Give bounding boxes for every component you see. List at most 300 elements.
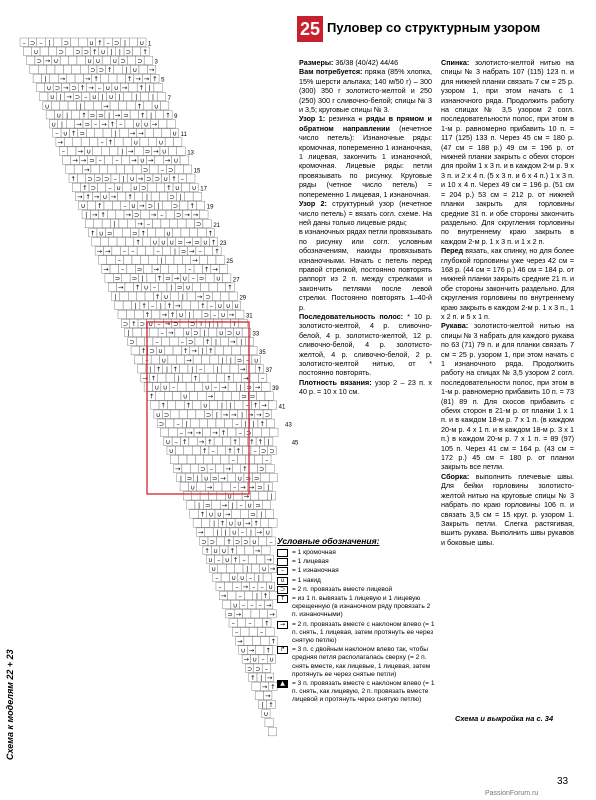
chart-cell — [97, 183, 105, 191]
chart-cell — [108, 165, 116, 173]
chart-cell-symbol: ↑ — [70, 174, 76, 183]
chart-cell-symbol: ⊃ — [177, 238, 183, 247]
chart-cell-symbol: ⊃ — [136, 265, 143, 274]
chart-cell — [180, 201, 188, 209]
chart-cell-symbol: | — [101, 93, 104, 102]
chart-cell — [204, 247, 212, 255]
chart-cell — [160, 102, 168, 110]
chart-cell — [212, 501, 220, 509]
chart-cell-symbol: ⊃ — [113, 38, 120, 47]
chart-cell-symbol: – — [269, 537, 273, 546]
chart-cell — [81, 138, 89, 146]
chart-cell-symbol: | — [220, 401, 224, 410]
chart-cell — [139, 65, 147, 73]
chart-grid — [0, 0, 300, 765]
chart-cell-symbol: ⊃ — [75, 47, 81, 56]
chart-cell-symbol: – — [238, 592, 242, 601]
chart-cell-symbol: ↑ — [144, 310, 151, 319]
col1-paragraph: Узор 1: резинка « ряды в прямом и обратном направлении (нечетное число петель): Изнаночные ряды: кромочная, попеременно 1 изнаночная, 1 лицевая, закончить 1 изнаночной, кромочная. Лицевые ряды: петли провязывать по рисунку. Круговые ряды (четное число петель) = попеременно 1 лицевая, 1 изнаночная. — [299, 114, 432, 199]
chart-cell — [206, 274, 214, 282]
chart-cell-symbol: → — [206, 483, 213, 492]
chart-cell — [262, 546, 270, 554]
chart-cell — [256, 646, 264, 654]
chart-cell-symbol: ∪ — [213, 546, 218, 555]
chart-cell — [185, 192, 193, 200]
chart-cell-symbol: → — [230, 338, 236, 347]
chart-cell-symbol: → — [221, 383, 227, 392]
chart-cell — [194, 310, 202, 318]
chart-cell — [108, 283, 116, 291]
chart-cell-symbol: ⊃ — [173, 320, 179, 329]
chart-cell — [123, 183, 131, 191]
chart-cell-symbol: ↑ — [171, 174, 177, 183]
chart-cell-symbol: ⊃ — [140, 183, 147, 192]
chart-cell — [149, 256, 157, 264]
chart-cell-symbol: | — [270, 492, 273, 501]
chart-cell-symbol: → — [91, 211, 98, 220]
chart-cell-symbol: ⊃ — [120, 56, 126, 65]
chart-cell — [157, 92, 165, 100]
chart-cell-symbol: ∪ — [174, 183, 180, 192]
chart-cell — [193, 356, 201, 364]
chart-cell-symbol: ⊃ — [83, 47, 89, 56]
chart-cell-symbol: – — [258, 601, 262, 610]
chart-cell — [156, 392, 164, 400]
chart-cell-symbol: ↑ — [226, 374, 232, 383]
legend-item — [277, 577, 437, 585]
chart-cell-symbol: → — [256, 528, 263, 537]
legend-text: = 3 п. провязать вместе с наклоном влево (= 1 п. снять, как лицевую, 2 п. провязать вместе лицевой и протянуть через снятую петлю) — [292, 680, 435, 704]
chart-cell — [167, 401, 175, 409]
chart-cell-symbol: ∪ — [131, 202, 136, 211]
chart-cell-symbol: ∪ — [178, 310, 184, 319]
chart-cell-symbol: ↑ — [148, 392, 155, 401]
chart-cell — [141, 210, 149, 218]
chart-cell-symbol: ↑ — [126, 75, 133, 84]
chart-cell-symbol: ⊃ — [146, 174, 152, 183]
chart-cell-symbol: → — [247, 410, 254, 419]
chart-cell-symbol: ↑ — [203, 265, 210, 274]
chart-cell — [177, 265, 185, 273]
chart-cell-symbol: | — [188, 310, 191, 319]
chart-cell-symbol: – — [121, 265, 125, 274]
chart-cell — [141, 328, 149, 336]
chart-cell — [126, 310, 134, 318]
chart-cell — [151, 401, 159, 409]
chart-cell-symbol: – — [191, 274, 195, 283]
chart-cell — [98, 256, 106, 264]
chart-cell — [208, 419, 216, 427]
chart-cell — [166, 374, 174, 382]
chart-cell-symbol: ↑ — [210, 238, 217, 247]
chart-cell — [193, 519, 201, 527]
chart-cell-symbol: ↑ — [204, 338, 211, 347]
chart-cell — [75, 74, 83, 82]
chart-cell — [265, 718, 273, 726]
chart-cell-symbol: – — [84, 93, 88, 102]
chart-cell-symbol: | — [134, 301, 137, 310]
chart-cell-symbol: → — [261, 401, 267, 410]
chart-cell — [200, 492, 208, 500]
chart-cell-symbol: ↑ — [226, 537, 232, 546]
chart-cell-symbol: ∪ — [152, 238, 158, 247]
chart-cell — [173, 346, 181, 354]
chart-cell-symbol: ↑ — [131, 320, 137, 329]
chart-cell-symbol: ∪ — [33, 47, 39, 56]
chart-cell-symbol: – — [241, 601, 246, 610]
chart-cell — [235, 401, 243, 409]
chart-cell-symbol: → — [96, 247, 103, 256]
chart-cell-symbol: – — [245, 401, 249, 410]
chart-cell — [162, 247, 170, 255]
chart-cell-symbol: ∪ — [113, 84, 119, 93]
chart-cell-symbol: → — [207, 392, 214, 401]
chart-cell-symbol: | — [145, 193, 149, 202]
chart-cell-symbol: ↑ — [154, 292, 161, 301]
chart-cell-symbol: ⊃ — [193, 329, 199, 338]
chart-cell-symbol: ↑ — [270, 682, 276, 691]
chart-cell — [254, 619, 262, 627]
chart-cell-symbol: ⊃ — [234, 537, 241, 546]
chart-cell — [85, 102, 93, 110]
chart-cell — [232, 464, 240, 472]
chart-cell — [248, 555, 256, 563]
legend-item — [277, 558, 437, 566]
chart-cell — [147, 274, 155, 282]
chart-cell — [215, 392, 223, 400]
chart-cell-symbol: – — [39, 38, 43, 47]
chart-cell — [205, 528, 213, 536]
chart-cell — [268, 401, 276, 409]
chart-cell-symbol: ↑ — [229, 546, 236, 555]
chart-cell-symbol: ∪ — [160, 238, 166, 247]
chart-cell-symbol: ⊃ — [205, 292, 211, 301]
chart-cell — [254, 455, 262, 463]
chart-cell — [262, 383, 270, 391]
chart-cell-symbol: ∪ — [211, 564, 217, 573]
chart-cell-symbol: ∪ — [46, 84, 52, 93]
chart-cell-symbol: – — [213, 383, 218, 392]
chart-cell-symbol: ↑ — [91, 47, 98, 56]
chart-cell-symbol: ∪ — [227, 492, 232, 501]
chart-cell — [178, 383, 186, 391]
chart-cell — [182, 256, 190, 264]
chart-cell-symbol: → — [135, 75, 141, 84]
chart-cell — [250, 374, 258, 382]
chart-cell-symbol: ∪ — [163, 292, 169, 301]
chart-cell — [138, 365, 146, 373]
chart-cell-symbol: ↑ — [127, 193, 133, 202]
chart-cell-symbol: ∪ — [166, 229, 171, 238]
chart-cell-symbol: ↑ — [138, 84, 145, 93]
chart-cell — [222, 365, 230, 373]
chart-cell-symbol: ↑ — [264, 619, 270, 628]
chart-cell — [160, 192, 168, 200]
chart-cell — [36, 83, 44, 91]
chart-cell — [234, 492, 242, 500]
chart-cell — [118, 192, 126, 200]
chart-cell-symbol: → — [150, 211, 157, 220]
chart-cell-symbol: → — [197, 528, 204, 537]
chart-cell — [179, 455, 187, 463]
chart-cell — [180, 483, 188, 491]
chart-cell-symbol: | — [252, 419, 255, 428]
chart-cell — [164, 392, 172, 400]
chart-cell — [218, 564, 226, 572]
chart-cell-symbol: → — [243, 492, 250, 501]
chart-cell — [266, 419, 274, 427]
chart-cell — [257, 392, 265, 400]
chart-row-number: 37 — [265, 367, 273, 374]
chart-cell — [40, 47, 48, 55]
chart-cell-symbol: – — [55, 129, 59, 138]
chart-cell — [117, 74, 125, 82]
chart-cell-symbol: ↑ — [152, 75, 158, 84]
chart-cell — [169, 428, 177, 436]
chart-cell — [173, 392, 181, 400]
chart-cell-symbol: → — [127, 147, 134, 156]
chart-cell-symbol: ∪ — [100, 47, 106, 56]
chart-cell-symbol: – — [93, 120, 98, 129]
chart-cell-symbol: ⊃ — [125, 47, 131, 56]
legend-text: = 3 п. с двойным наклоном влево так, чтобы средняя петля располагалась сверху (= 2 п. снять вместе, как лицевые, 1 лицевая, затем протянуть ее через снятые петли) — [292, 646, 431, 678]
chart-cell — [107, 210, 115, 218]
chart-cell-symbol: → — [147, 156, 154, 165]
chart-cell-symbol: ∪ — [202, 238, 208, 247]
chart-cell — [121, 156, 129, 164]
chart-cell-symbol: ∪ — [56, 111, 62, 120]
chart-cell-symbol: ∪ — [165, 437, 171, 446]
chart-cell — [145, 337, 153, 345]
chart-cell — [33, 74, 41, 82]
chart-cell-symbol: – — [248, 574, 253, 583]
chart-cell-symbol: ↑ — [142, 47, 148, 56]
chart-cell — [221, 292, 229, 300]
chart-cell — [266, 628, 274, 636]
chart-cell-symbol: | — [215, 410, 219, 419]
col1-paragraph: в изнаночных рядах петли провязывать по рисунку или согл. условным обозначениям, накиды провязывать изнаночными. Начать с петель перед правой стрелкой, постоянно повторять раппорт из 2 п. между стрелками и закончить петлями после левой стрелки. Постоянно повторять 1–40-й р. — [299, 227, 432, 312]
chart-cell-symbol: – — [174, 437, 178, 446]
chart-cell-symbol: ∪ — [161, 356, 167, 365]
chart-cell — [183, 492, 191, 500]
chart-cell-symbol: ↑ — [207, 229, 214, 238]
chart-cell-symbol: → — [137, 220, 143, 229]
legend-symbol-icon: ▲ — [277, 680, 288, 688]
col1-paragraph: Узор 2: структурный узор (нечетное число петель) = вязать согл. схеме. На ней даны только лицевые ряды; — [299, 199, 432, 227]
chart-row-number: 27 — [232, 277, 240, 284]
chart-cell-symbol: ↑ — [172, 365, 179, 374]
chart-cell — [182, 464, 190, 472]
chart-cell-symbol: ∪ — [62, 129, 68, 138]
chart-cell — [241, 628, 249, 636]
chart-cell-symbol: ↑ — [189, 202, 195, 211]
chart-cell-symbol: ∪ — [224, 555, 230, 564]
chart-cell-symbol: – — [234, 628, 239, 637]
chart-cell-symbol: → — [153, 265, 159, 274]
chart-cell-symbol: | — [122, 174, 125, 183]
chart-cell-symbol: ⊃ — [257, 483, 263, 492]
chart-cell — [104, 201, 112, 209]
chart-cell-symbol: ∪ — [98, 229, 104, 238]
chart-cell — [190, 510, 198, 518]
chart-cell-symbol: | — [241, 410, 244, 419]
chart-cell-symbol: ∪ — [91, 93, 97, 102]
chart-cell-symbol: | — [125, 66, 128, 75]
chart-cell — [173, 229, 181, 237]
chart-cell-symbol: → — [138, 129, 144, 138]
chart-cell — [70, 38, 78, 46]
chart-cell — [270, 428, 278, 436]
page-title: Пуловер со структурным узором — [327, 20, 541, 35]
chart-cell-symbol: ↑ — [182, 347, 189, 356]
chart-cell — [140, 138, 148, 146]
chart-cell-symbol: ↑ — [227, 447, 233, 456]
chart-cell-symbol: → — [237, 637, 243, 646]
chart-cell-symbol: ⊃ — [133, 211, 140, 220]
chart-cell-symbol: ⊃ — [63, 38, 69, 47]
chart-cell — [216, 419, 224, 427]
chart-cell — [90, 138, 98, 146]
chart-cell — [169, 219, 177, 227]
chart-cell-symbol: → — [143, 75, 150, 84]
chart-cell — [183, 374, 191, 382]
chart-cell-symbol: ↑ — [100, 211, 106, 220]
chart-cell-symbol: → — [110, 193, 117, 202]
chart-cell — [165, 346, 173, 354]
chart-cell — [116, 165, 124, 173]
legend-text: = 2 п. провязать вместе с наклоном влево (= 1 п. снять, 1 лицевая, затем протянуть ее через снятую петлю) — [292, 620, 435, 645]
chart-cell — [62, 156, 70, 164]
site-watermark: PassionForum.ru — [485, 790, 539, 797]
chart-cell — [145, 292, 153, 300]
chart-cell — [104, 156, 112, 164]
chart-cell-symbol: | — [123, 38, 127, 47]
chart-cell-symbol: ∪ — [154, 383, 160, 392]
chart-row-number: 25 — [226, 259, 234, 266]
chart-cell — [193, 192, 201, 200]
chart-cell-symbol: ↑ — [109, 120, 116, 129]
chart-cell-symbol: – — [180, 338, 185, 347]
chart-cell-symbol: ↑ — [242, 465, 248, 474]
chart-cell — [93, 147, 101, 155]
chart-cell-symbol: – — [265, 456, 269, 465]
chart-cell-symbol: ↑ — [81, 111, 87, 120]
chart-cell-symbol: ↑ — [231, 320, 238, 329]
chart-cell-symbol: → — [139, 202, 145, 211]
chart-cell — [263, 573, 271, 581]
chart-cell-symbol: ↑ — [82, 183, 88, 192]
chart-cell-symbol: ↑ — [202, 447, 208, 456]
chart-cell — [144, 383, 152, 391]
chart-cell — [180, 156, 188, 164]
chart-cell-symbol: ⊃ — [137, 56, 143, 65]
chart-cell-symbol: ↑ — [165, 111, 171, 120]
chart-cell-symbol: – — [261, 374, 265, 383]
chart-cell-symbol: → — [114, 111, 121, 120]
chart-cell-symbol: ∪ — [49, 93, 55, 102]
chart-cell — [249, 628, 257, 636]
chart-cell — [103, 129, 111, 137]
chart-cell-symbol: ↑ — [140, 111, 146, 120]
chart-cell-symbol: ∪ — [168, 447, 174, 456]
chart-cell — [68, 102, 76, 110]
chart-cell-symbol: ∪ — [182, 392, 188, 401]
chart-cell — [175, 328, 183, 336]
chart-cell-symbol: ↑ — [265, 646, 271, 655]
chart-cell — [105, 274, 113, 282]
chart-cell — [160, 265, 168, 273]
chart-cell — [65, 47, 73, 55]
chart-cell-symbol: → — [243, 655, 250, 664]
chart-cell-symbol: | — [191, 365, 194, 374]
chart-cell-symbol: ∪ — [240, 646, 246, 655]
chart-cell — [95, 129, 103, 137]
chart-cell-symbol: | — [148, 84, 151, 93]
chart-cell-symbol: → — [230, 410, 237, 419]
chart-cell — [140, 92, 148, 100]
chart-cell — [23, 47, 31, 55]
chart-cell — [195, 455, 203, 463]
chart-cell-symbol: – — [231, 619, 235, 628]
chart-cell-symbol: ∪ — [185, 283, 191, 292]
chart-cell — [142, 238, 150, 246]
chart-cell — [110, 102, 118, 110]
chart-cell-symbol: ∪ — [161, 147, 167, 156]
chart-cell — [191, 419, 199, 427]
chart-cell-symbol: → — [222, 410, 229, 419]
chart-cell-symbol: ∪ — [143, 283, 149, 292]
chart-cell-symbol: ⊃ — [98, 111, 104, 120]
chart-row-number: 33 — [252, 331, 260, 338]
chart-cell-symbol: ⊃ — [165, 274, 171, 283]
chart-cell-symbol: ⊃ — [203, 310, 209, 319]
chart-cell-symbol: ⊃ — [139, 320, 145, 329]
chart-cell-symbol: → — [167, 329, 174, 338]
chart-cell-symbol: ∪ — [129, 174, 135, 183]
chart-row-number: 31 — [245, 313, 253, 320]
chart-cell-symbol: ↑ — [136, 102, 143, 111]
chart-cell-symbol: ↑ — [70, 129, 77, 138]
chart-cell — [80, 65, 88, 73]
col1-paragraph: Плотность вязания: узор 2 – 23 п. х 40 р. = 10 х 10 см. — [299, 377, 432, 397]
chart-cell-symbol: ∪ — [231, 528, 237, 537]
chart-cell — [243, 446, 251, 454]
chart-cell — [222, 600, 230, 608]
chart-cell-symbol: ∪ — [247, 501, 252, 510]
chart-cell — [168, 147, 176, 155]
chart-cell-symbol: → — [153, 147, 159, 156]
chart-cell-symbol: → — [103, 265, 109, 274]
chart-cell — [101, 147, 109, 155]
chart-cell-symbol: ↑ — [106, 66, 113, 75]
chart-cell — [127, 102, 135, 110]
chart-cell — [171, 410, 179, 418]
chart-cell — [199, 256, 207, 264]
legend-symbol-icon: → — [277, 621, 288, 629]
chart-cell — [201, 283, 209, 291]
chart-row-number: 41 — [278, 404, 286, 411]
chart-cell — [219, 265, 227, 273]
chart-cell-symbol: – — [160, 165, 164, 174]
chart-cell-symbol: ∪ — [216, 510, 222, 519]
chart-cell — [129, 83, 137, 91]
chart-cell — [230, 365, 238, 373]
chart-cell — [222, 319, 230, 327]
chart-cell-symbol: → — [254, 546, 261, 555]
chart-cell-symbol: ↑ — [140, 229, 146, 238]
chart-cell — [102, 56, 110, 64]
chart-cell-symbol: ∪ — [203, 474, 209, 483]
